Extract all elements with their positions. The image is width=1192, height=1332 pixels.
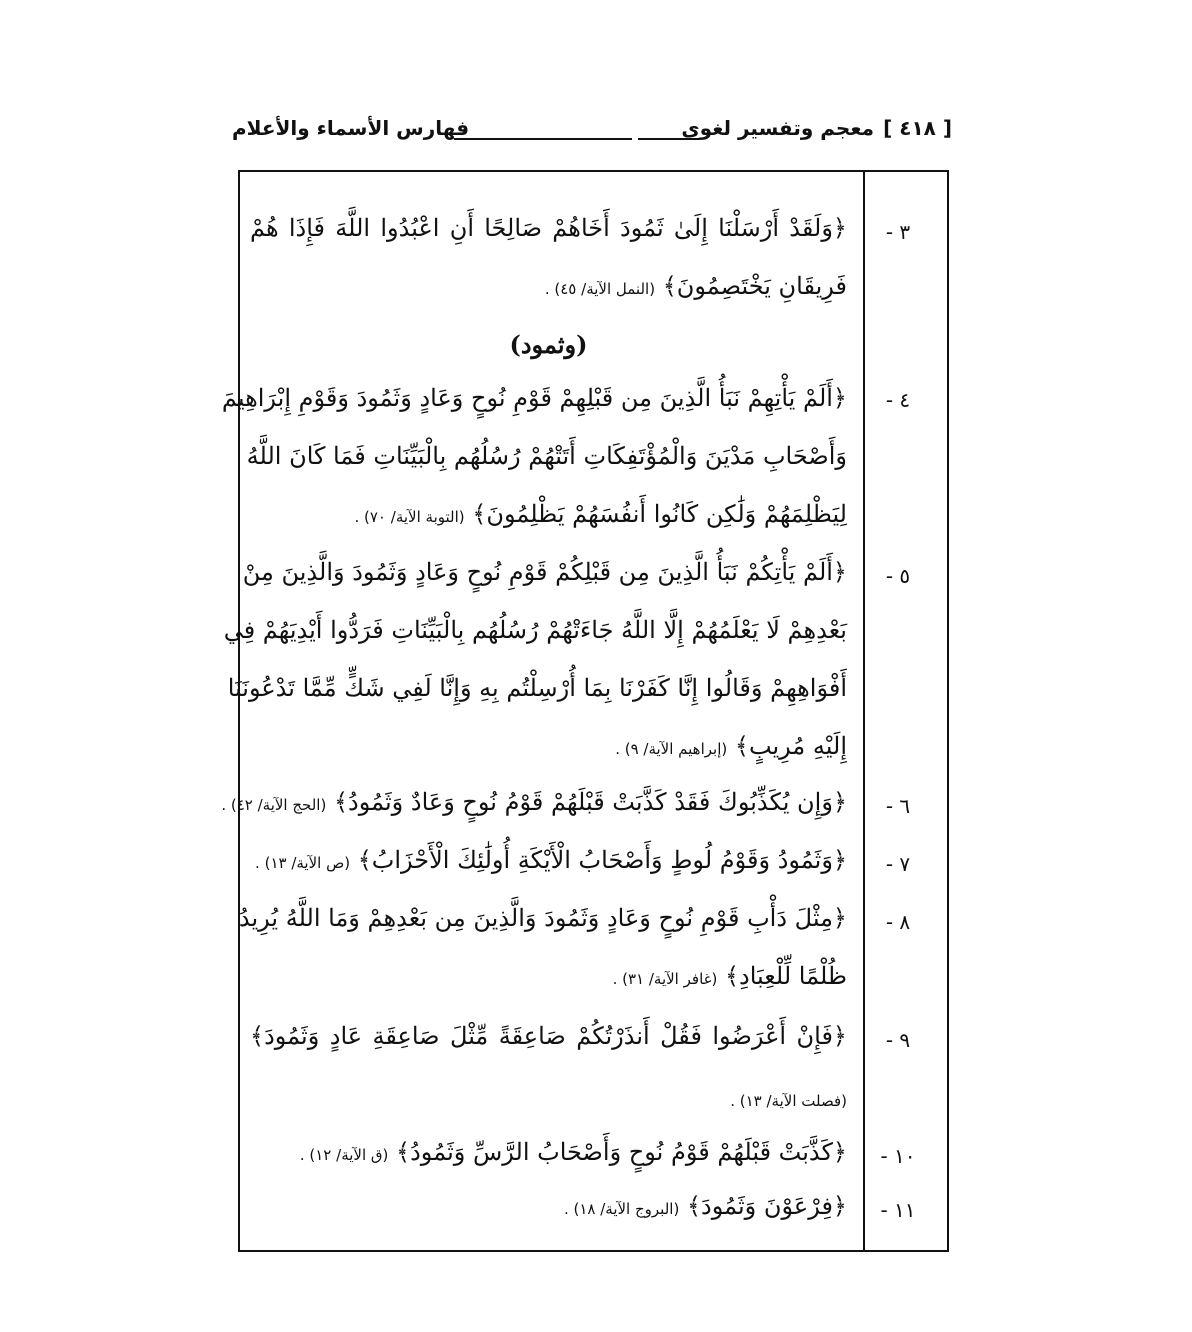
verse-text: إِلَيْهِ مُرِيبٍ﴾ [734, 732, 847, 760]
entry-number: ١١ - [880, 1198, 916, 1222]
verse-line: أَفْوَاهِهِمْ وَقَالُوا إِنَّا كَفَرْنَا بِمَا أُرْسِلْتُم بِهِ وَإِنَّا لَفِي شَكٍّ مِّمَّا تَدْعُونَنَا [227, 674, 847, 702]
verse-line: ﴿مِثْلَ دَأْبِ قَوْمِ نُوحٍ وَعَادٍ وَثَمُودَ وَالَّذِينَ مِن بَعْدِهِمْ وَمَا اللَّهُ يُرِيدُ [238, 904, 847, 932]
verse-line: وَأَصْحَابِ مَدْيَنَ وَالْمُؤْتَفِكَاتِ أَتَتْهُمْ رُسُلُهُم بِالْبَيِّنَاتِ فَمَا كَانَ اللَّهُ [246, 442, 847, 470]
verse-line: ﴿أَلَمْ يَأْتِهِمْ نَبَأُ الَّذِينَ مِن قَبْلِهِمْ قَوْمِ نُوحٍ وَعَادٍ وَثَمُودَ وَقَوْمِ إِبْرَاهِيمَ [221, 384, 847, 412]
verse-text: ﴿فِرْعَوْنَ وَثَمُودَ﴾ [686, 1192, 847, 1220]
verse-line [250, 500, 847, 528]
verse-line: ﴿وَلَقَدْ أَرْسَلْنَا إِلَىٰ ثَمُودَ أَخَاهُمْ صَالِحًا أَنِ اعْبُدُوا اللَّهَ فَإِذَا هُمْ [250, 214, 847, 242]
entry-number: ٩ - [885, 1028, 911, 1052]
verse-reference: (ص الآية/ ١٣) . [255, 854, 351, 872]
verse-reference: (النمل الآية/ ٤٥) . [544, 280, 656, 298]
entry-number: ١٠ - [880, 1144, 916, 1168]
entry-number: ٤ - [885, 388, 911, 412]
verse-line [250, 272, 847, 300]
section-heading: (وثمود) [509, 330, 588, 359]
verse-reference: (فصلت الآية/ ١٣) . [730, 1092, 847, 1110]
page-header [232, 112, 952, 152]
header-rule [454, 138, 632, 140]
verse-text: لِيَظْلِمَهُمْ وَلَٰكِن كَانُوا أَنفُسَهُمْ يَظْلِمُونَ﴾ [472, 500, 847, 528]
entry-number: ٣ - [885, 220, 911, 244]
verse-line: بَعْدِهِمْ لَا يَعْلَمُهُمْ إِلَّا اللَّهُ جَاءَتْهُمْ رُسُلُهُم بِالْبَيِّنَاتِ فَرَدُّوا أَيْدِيَهُمْ فِي [223, 616, 847, 644]
verse-line [250, 1138, 847, 1166]
verse-line [250, 846, 847, 874]
section-title: فهارس الأسماء والأعلام [232, 116, 470, 140]
verse-line: ﴿فَإِنْ أَعْرَضُوا فَقُلْ أَنذَرْتُكُمْ صَاعِقَةً مِّثْلَ صَاعِقَةِ عَادٍ وَثَمُودَ﴾ [250, 1022, 847, 1050]
verse-reference: (البروج الآية/ ١٨) . [563, 1200, 680, 1218]
entries-list [221, 172, 947, 1250]
verse-reference: (ق الآية/ ١٢) . [299, 1146, 389, 1164]
verse-line [250, 732, 847, 760]
verse-text: ظُلْمًا لِّلْعِبَادِ﴾ [724, 962, 847, 990]
verse-reference: (غافر الآية/ ٣١) . [612, 970, 718, 988]
header-rule [638, 138, 700, 140]
verse-line: ﴿أَلَمْ يَأْتِكُمْ نَبَأُ الَّذِينَ مِن قَبْلِكُمْ قَوْمِ نُوحٍ وَعَادٍ وَثَمُودَ وَالَّذِينَ مِنْ [242, 558, 847, 586]
verse-text: ﴿وَثَمُودُ وَقَوْمُ لُوطٍ وَأَصْحَابُ الْأَيْكَةِ أُولَٰئِكَ الْأَحْزَابُ﴾ [357, 846, 847, 874]
verse-reference: (إبراهيم الآية/ ٩) . [615, 740, 728, 758]
verse-line [221, 788, 847, 816]
content-frame [221, 170, 949, 1252]
entry-number: ٨ - [885, 910, 911, 934]
verse-reference: (التوبة الآية/ ٧٠) . [354, 508, 465, 526]
verse-text: فَرِيقَانِ يَخْتَصِمُونَ﴾ [662, 272, 847, 300]
entry-number: ٧ - [885, 852, 911, 876]
entry-number: ٥ - [885, 564, 911, 588]
page-number: [ ٤١٨ ] [883, 116, 952, 140]
entry-number: ٦ - [885, 794, 911, 818]
verse-text: ﴿كَذَّبَتْ قَبْلَهُمْ قَوْمُ نُوحٍ وَأَصْحَابُ الرَّسِّ وَثَمُودُ﴾ [396, 1138, 847, 1166]
verse-text: ﴿وَإِن يُكَذِّبُوكَ فَقَدْ كَذَّبَتْ قَبْلَهُمْ قَوْمُ نُوحٍ وَعَادٌ وَثَمُودُ﴾ [333, 788, 847, 816]
verse-line [250, 962, 847, 990]
book-title: معجم وتفسير لغوي [681, 116, 874, 140]
verse-line [250, 1084, 847, 1112]
verse-line [250, 1192, 847, 1220]
verse-reference: (الحج الآية/ ٤٢) . [221, 796, 327, 814]
